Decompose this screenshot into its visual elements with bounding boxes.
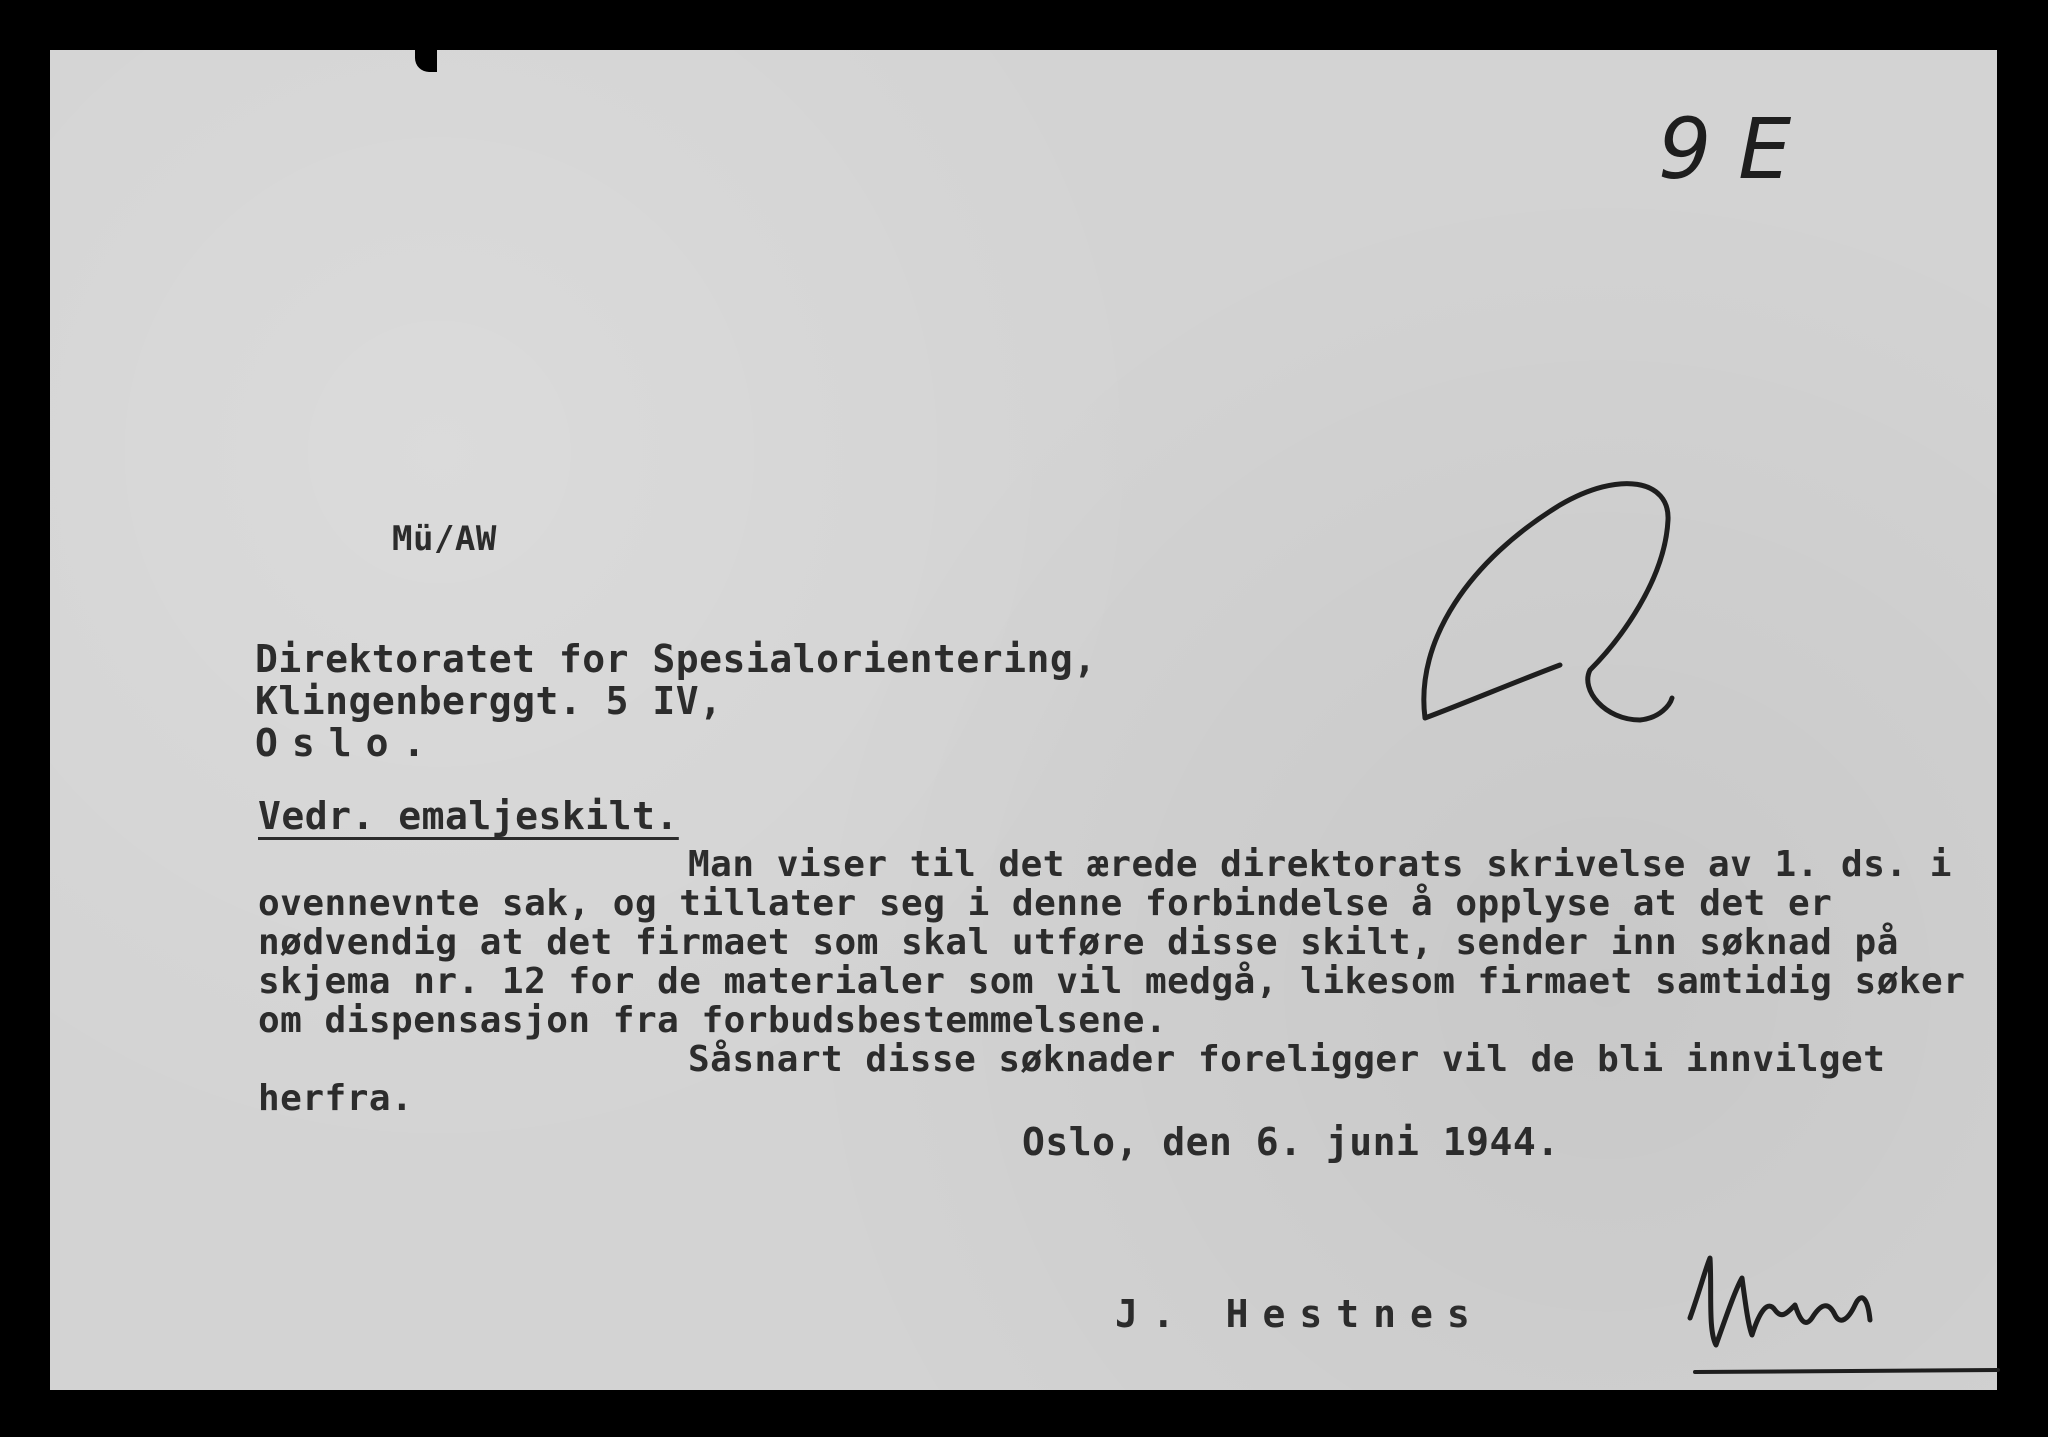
recipient-line-3: Oslo. bbox=[255, 721, 440, 765]
letter-body bbox=[258, 845, 1978, 1118]
body-paragraph-1: Man viser til det ærede direktorats skrivelse av 1. ds. i ovennevnte sak, og tillater seg i denne forbindelse å opplyse at det er nødvendig at det firmaet som skal utføre disse skilt, sender inn søknad på skjema nr. 12 for de materialer som vil medgå, likesom firmaet samtidig søker om dispensasjon fra forbudsbestemmelsene. bbox=[258, 844, 1966, 1041]
body-paragraph-2: Såsnart disse søknader foreligger vil de bli innvilget herfra. bbox=[258, 1039, 1886, 1119]
subject-line: Vedr. emaljeskilt. bbox=[258, 794, 679, 838]
reference-code: Mü/AW bbox=[392, 519, 497, 559]
date-line: Oslo, den 6. juni 1944. bbox=[1022, 1120, 1560, 1164]
signer-name: J. Hestnes bbox=[1115, 1292, 1484, 1336]
recipient-line-1: Direktoratet for Spesialorientering, bbox=[255, 637, 1097, 681]
recipient-line-2: Klingenberggt. 5 IV, bbox=[255, 679, 723, 723]
archive-number: 9 E bbox=[1658, 100, 1792, 198]
